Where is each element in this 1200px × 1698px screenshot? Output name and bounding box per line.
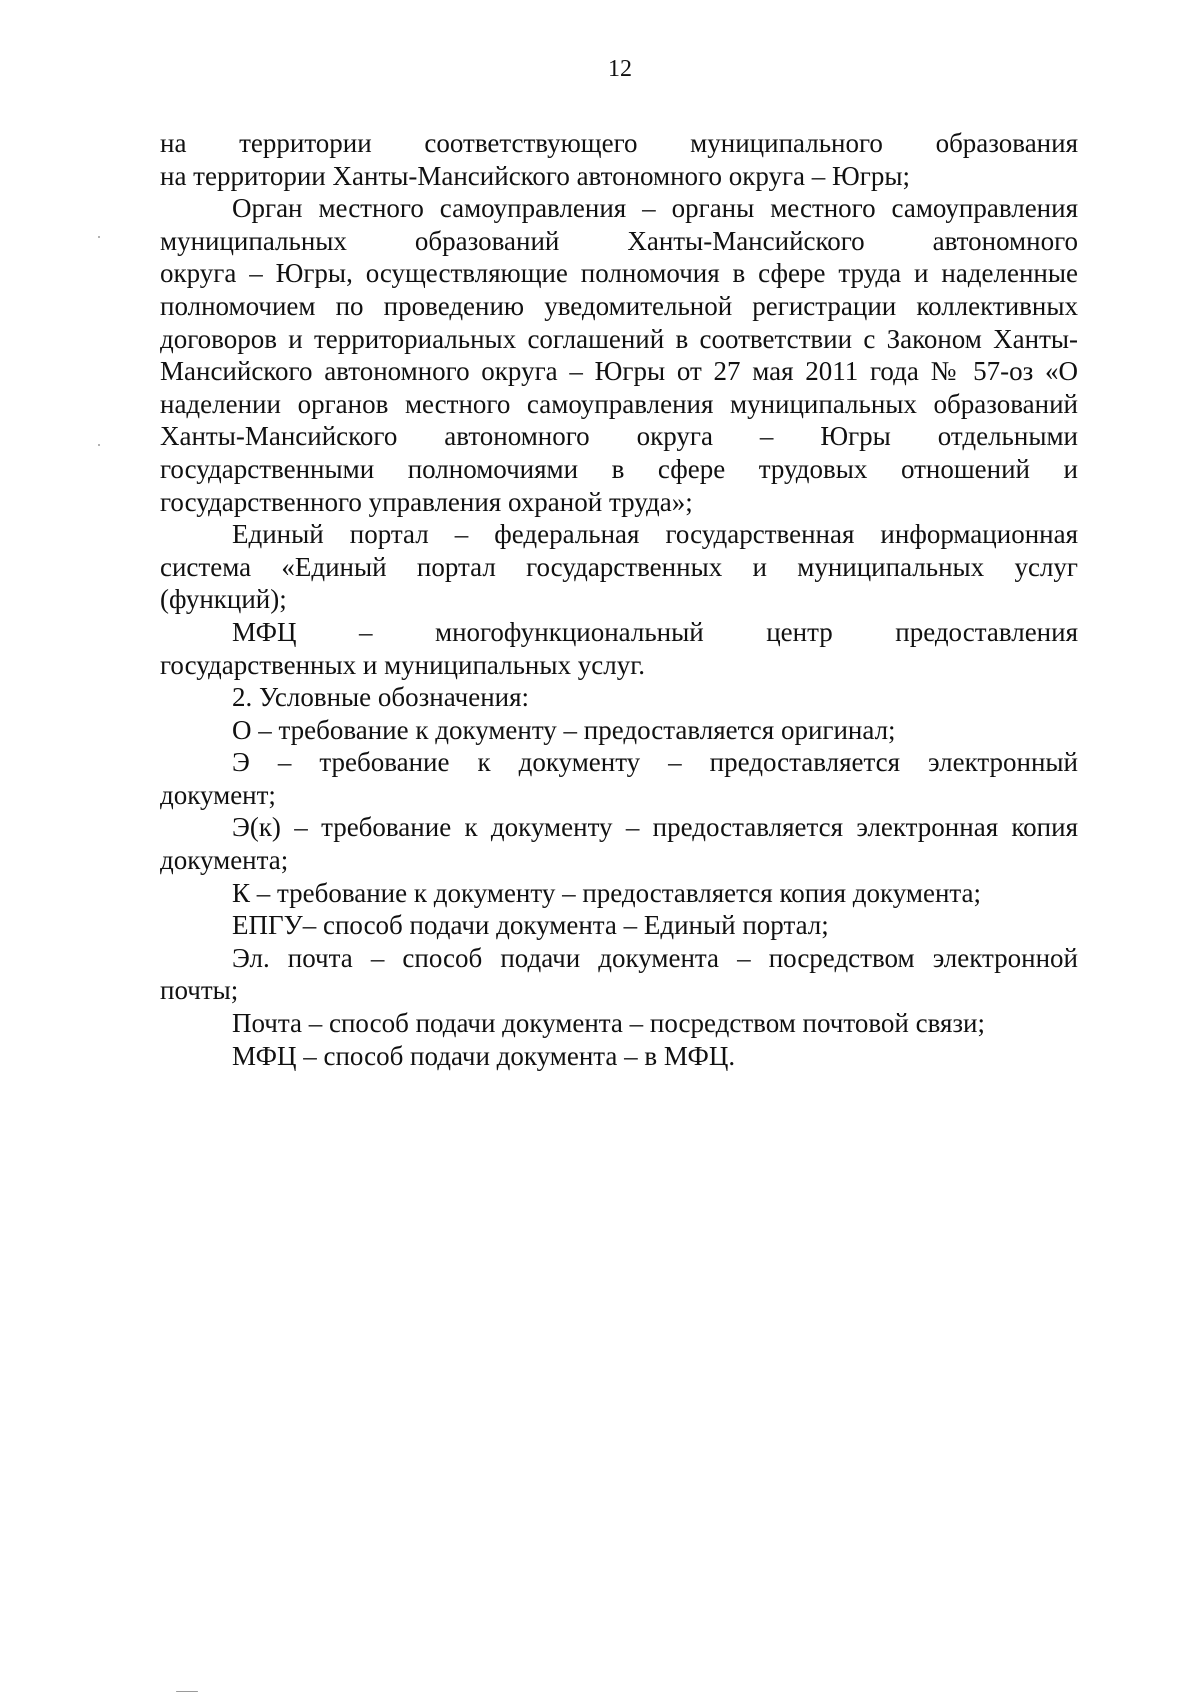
text-line: муниципальных образований Ханты-Мансийского автономного (160, 225, 1078, 256)
text-line: система «Единый портал государственных и муниципальных услуг (160, 551, 1078, 582)
text-line: ЕПГУ– способ подачи документа – Единый портал; (232, 910, 829, 941)
scan-speck (176, 1691, 198, 1692)
text-line: почты; (160, 975, 239, 1006)
text-line: наделении органов местного самоуправления муниципальных образований (160, 388, 1078, 419)
scan-speck (98, 444, 100, 446)
document-body (160, 127, 1078, 1072)
text-line: Э – требование к документу – предоставляется электронный (232, 747, 1078, 778)
text-line: на территории соответствующего муниципального образования (160, 128, 1078, 158)
text-line: государственными полномочиями в сфере трудовых отношений и (160, 453, 1078, 484)
text-line: Почта – способ подачи документа – посредством почтовой связи; (232, 1008, 985, 1039)
text-line: 2. Условные обозначения: (232, 682, 530, 713)
text-line: договоров и территориальных соглашений в соответствии с Законом Ханты- (160, 323, 1078, 354)
text-line: полномочием по проведению уведомительной регистрации коллективных (160, 290, 1078, 321)
text-line: Ханты-Мансийского автономного округа – Югры отдельными (160, 421, 1078, 452)
text-line: Орган местного самоуправления – органы местного самоуправления (232, 193, 1078, 224)
text-line: государственного управления охраной труда»; (160, 486, 693, 517)
text-line: МФЦ – способ подачи документа – в МФЦ. (232, 1040, 736, 1071)
text-line: Мансийского автономного округа – Югры от 27 мая 2011 года № 57-оз «О (160, 356, 1078, 387)
text-line: МФЦ – многофункциональный центр предоставления (232, 616, 1078, 647)
text-line: (функций); (160, 584, 287, 615)
text-line: на территории Ханты-Мансийского автономного округа – Югры; (160, 160, 910, 191)
scan-speck (98, 236, 100, 238)
text-line: документа; (160, 845, 289, 876)
text-line: округа – Югры, осуществляющие полномочия в сфере труда и наделенные (160, 258, 1078, 289)
text-line: К – требование к документу – предоставляется копия документа; (232, 877, 982, 908)
text-line: документ; (160, 779, 276, 810)
text-line: государственных и муниципальных услуг. (160, 649, 645, 680)
page-number: 12 (608, 56, 632, 82)
text-line: О – требование к документу – предоставляется оригинал; (232, 714, 896, 745)
text-line: Эл. почта – способ подачи документа – посредством электронной (232, 942, 1078, 973)
text-line: Э(к) – требование к документу – предоставляется электронная копия (232, 812, 1078, 843)
text-line: Единый портал – федеральная государственная информационная (232, 519, 1078, 550)
